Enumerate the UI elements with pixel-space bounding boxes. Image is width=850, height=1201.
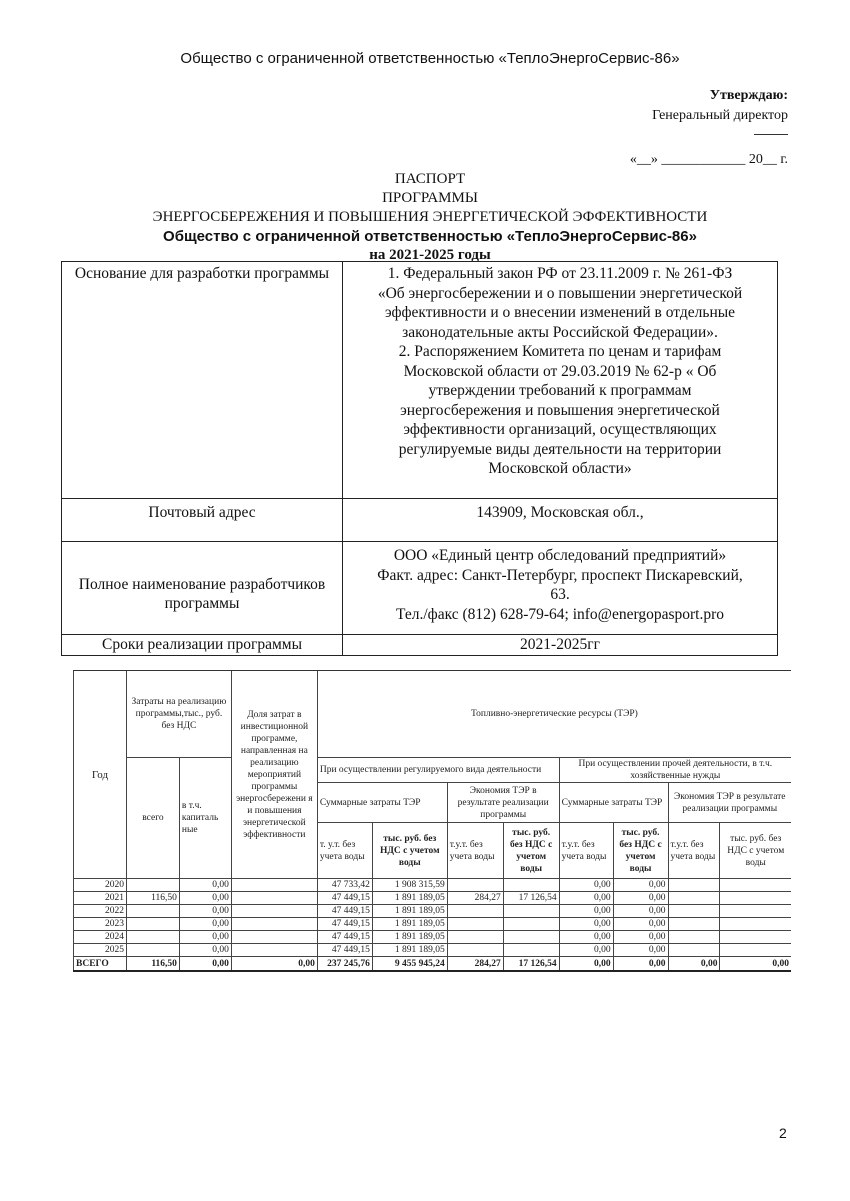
cell-tut-sav-reg	[447, 918, 503, 931]
title-energy-saving: ЭНЕРГОСБЕРЕЖЕНИЯ И ПОВЫШЕНИЯ ЭНЕРГЕТИЧЕСКОЙ ЭФФЕКТИВНОСТИ	[152, 209, 708, 225]
passport-row-address	[62, 499, 778, 542]
header-total-costs-other: Суммарные затраты ТЭР	[559, 783, 668, 823]
cell-capital: 0,00	[179, 879, 231, 892]
header-savings-other: Экономия ТЭР в результате реализации программы	[668, 783, 791, 823]
header-tut-reg: т. у.т. без учета воды	[317, 823, 372, 879]
cell-year: ВСЕГО	[74, 957, 127, 972]
cell-tut-sav-other	[668, 892, 720, 905]
cell-tut-sav-other	[668, 879, 720, 892]
passport-label: Основание для разработки программы	[62, 262, 343, 499]
cell-tut-other: 0,00	[559, 918, 613, 931]
header-costs-group: Затраты на реализацию программы,тыс., руб. без НДС	[126, 671, 231, 758]
cell-tut-reg: 47 449,15	[317, 905, 372, 918]
cell-tut-sav-other	[668, 918, 720, 931]
header-rub-sav-other: тыс. руб. без НДС с учетом воды	[720, 823, 791, 879]
cell-rub-sav-other	[720, 905, 791, 918]
value-line: ООО «Единый центр обследований предприятий»	[393, 547, 727, 564]
passport-label: Почтовый адрес	[62, 499, 343, 542]
cell-rub-other: 0,00	[613, 957, 668, 972]
cell-capital: 0,00	[179, 931, 231, 944]
table-top-border	[73, 670, 791, 671]
header-tut-sav-reg: т.у.т. без учета воды	[447, 823, 503, 879]
passport-row-period	[62, 635, 778, 656]
header-tut-sav-other: т.у.т. без учета воды	[668, 823, 720, 879]
cell-rub-reg: 1 891 189,05	[372, 944, 447, 957]
cell-total: 116,50	[126, 957, 179, 972]
cell-rub-reg: 1 891 189,05	[372, 918, 447, 931]
cell-rub-other: 0,00	[613, 931, 668, 944]
table-total-row	[74, 957, 792, 972]
cell-tut-sav-other: 0,00	[668, 957, 720, 972]
header-year: Год	[74, 671, 127, 879]
header-ter: Топливно-энергетические ресурсы (ТЭР)	[317, 671, 791, 758]
value-line: 2. Распоряжением Комитета по ценам и тарифам	[398, 343, 722, 360]
header-rub-reg: тыс. руб. без НДС с учетом воды	[372, 823, 447, 879]
value-line: Московской области»	[488, 460, 632, 477]
value-line: Тел./факс (812) 628-79-64; info@energopasport.pro	[396, 605, 724, 623]
cell-rub-other: 0,00	[613, 944, 668, 957]
value-line: «Об энергосбережении и о повышении энергетической	[377, 284, 743, 302]
cell-rub-other: 0,00	[613, 892, 668, 905]
cell-share	[231, 931, 317, 944]
cell-rub-reg: 1 891 189,05	[372, 931, 447, 944]
cell-year: 2022	[74, 905, 127, 918]
cell-total	[126, 931, 179, 944]
header-costs-total: всего	[126, 758, 179, 879]
cell-tut-sav-other	[668, 944, 720, 957]
cell-share	[231, 892, 317, 905]
cell-rub-sav-other	[720, 879, 791, 892]
cell-rub-reg: 9 455 945,24	[372, 957, 447, 972]
cell-rub-sav-other: 0,00	[720, 957, 791, 972]
title-program: ПРОГРАММЫ	[382, 190, 478, 206]
cell-total	[126, 879, 179, 892]
cell-rub-other: 0,00	[613, 879, 668, 892]
passport-row-basis	[62, 262, 778, 499]
header-share: Доля затрат в инвестиционной программе, направленная на реализацию мероприятий программы энергосбережени я и повышения энергетической эффективности	[231, 671, 317, 879]
cell-capital: 0,00	[179, 918, 231, 931]
value-line: энергосбережения и повышения энергетической	[400, 401, 720, 419]
passport-table	[61, 261, 778, 656]
cell-tut-reg: 47 449,15	[317, 918, 372, 931]
cell-rub-sav-reg	[503, 905, 559, 918]
cell-tut-reg: 47 449,15	[317, 944, 372, 957]
cell-year: 2021	[74, 892, 127, 905]
cell-rub-other: 0,00	[613, 918, 668, 931]
cell-rub-sav-reg	[503, 944, 559, 957]
cell-tut-other: 0,00	[559, 957, 613, 972]
value-line: Московской области от 29.03.2019 № 62-р « Об	[403, 362, 717, 380]
value-line: эффективности и о внесении изменений в отдельные	[384, 304, 736, 321]
cell-rub-sav-other	[720, 931, 791, 944]
cell-rub-reg: 1 891 189,05	[372, 905, 447, 918]
cell-rub-sav-reg	[503, 879, 559, 892]
header-savings-reg: Экономия ТЭР в результате реализации программы	[447, 783, 559, 823]
cell-total	[126, 918, 179, 931]
cell-rub-reg: 1 908 315,59	[372, 879, 447, 892]
cell-rub-sav-reg: 17 126,54	[503, 957, 559, 972]
passport-value	[343, 542, 778, 635]
value-line: эффективности организаций, осуществляющих	[403, 421, 717, 438]
table-row	[74, 918, 792, 931]
table-row	[74, 944, 792, 957]
cell-rub-other: 0,00	[613, 905, 668, 918]
cell-tut-sav-reg	[447, 931, 503, 944]
cell-tut-sav-reg	[447, 879, 503, 892]
approval-block	[630, 86, 788, 170]
cell-tut-reg: 237 245,76	[317, 957, 372, 972]
header-tut-other: т.у.т. без учета воды	[559, 823, 613, 879]
passport-label: Сроки реализации программы	[62, 635, 343, 656]
title-company: Общество с ограниченной ответственностью «ТеплоЭнергоСервис-86»	[163, 228, 697, 245]
header-other: При осуществлении прочей деятельности, в т.ч. хозяйственные нужды	[559, 758, 791, 783]
passport-value	[343, 635, 778, 656]
page-number: 2	[779, 1125, 787, 1141]
cell-share	[231, 918, 317, 931]
approval-date-line: «__» ____________ 20__ г.	[629, 152, 788, 167]
header-rub-other: тыс. руб. без НДС с учетом воды	[613, 823, 668, 879]
value-line: 2021-2025гг	[520, 636, 600, 653]
header-rub-sav-reg: тыс. руб. без НДС с учетом воды	[503, 823, 559, 879]
table-row	[74, 892, 792, 905]
cell-total	[126, 944, 179, 957]
cell-year: 2020	[74, 879, 127, 892]
passport-label: Полное наименование разработчиков программы	[62, 542, 343, 635]
cell-rub-sav-reg	[503, 931, 559, 944]
cell-share: 0,00	[231, 957, 317, 972]
cell-tut-reg: 47 449,15	[317, 892, 372, 905]
cell-total	[126, 905, 179, 918]
cell-tut-other: 0,00	[559, 931, 613, 944]
cell-total: 116,50	[126, 892, 179, 905]
header-total-costs-reg: Суммарные затраты ТЭР	[317, 783, 447, 823]
cell-capital: 0,00	[179, 957, 231, 972]
header-costs-capital: в т.ч. капиталь ные	[179, 758, 231, 879]
approval-position: Генеральный директор	[652, 108, 788, 123]
cell-tut-other: 0,00	[559, 892, 613, 905]
cell-rub-sav-other	[720, 918, 791, 931]
value-line: 1. Федеральный закон РФ от 23.11.2009 г. № 261-ФЗ	[387, 265, 733, 282]
cell-share	[231, 944, 317, 957]
table-row	[74, 931, 792, 944]
value-line: регулируемые виды деятельности на территории	[398, 440, 722, 458]
cell-share	[231, 905, 317, 918]
value-line: Факт. адрес: Санкт-Петербург, проспект Пискаревский,	[377, 566, 743, 584]
cell-tut-other: 0,00	[559, 879, 613, 892]
ter-table	[73, 670, 791, 972]
title-passport: ПАСПОРТ	[394, 171, 466, 187]
header-regulated: При осуществлении регулируемого вида деятельности	[317, 758, 559, 783]
cell-capital: 0,00	[179, 905, 231, 918]
cell-year: 2023	[74, 918, 127, 931]
cell-tut-other: 0,00	[559, 905, 613, 918]
cell-share	[231, 879, 317, 892]
cell-capital: 0,00	[179, 944, 231, 957]
title-period: на 2021-2025 годы	[369, 247, 491, 263]
passport-value	[343, 499, 778, 542]
value-line: законодательные акты Российской Федерации».	[402, 323, 718, 341]
approval-title: Утверждаю:	[709, 88, 788, 103]
cell-rub-sav-reg: 17 126,54	[503, 892, 559, 905]
table-row	[74, 879, 792, 892]
passport-value	[343, 262, 778, 499]
cell-tut-sav-other	[668, 905, 720, 918]
cell-rub-reg: 1 891 189,05	[372, 892, 447, 905]
cell-tut-sav-reg	[447, 905, 503, 918]
cell-capital: 0,00	[179, 892, 231, 905]
table-row	[74, 905, 792, 918]
cell-rub-sav-reg	[503, 918, 559, 931]
cell-tut-sav-reg	[447, 944, 503, 957]
cell-tut-reg: 47 449,15	[317, 931, 372, 944]
value-line: 63.	[550, 586, 570, 603]
cell-rub-sav-other	[720, 892, 791, 905]
cell-tut-sav-reg: 284,27	[447, 957, 503, 972]
cell-rub-sav-other	[720, 944, 791, 957]
cell-tut-reg: 47 733,42	[317, 879, 372, 892]
value-line: 143909, Московская обл.,	[476, 504, 644, 521]
value-line: утверждении требований к программам	[428, 382, 692, 399]
passport-row-developers	[62, 542, 778, 635]
cell-tut-sav-reg: 284,27	[447, 892, 503, 905]
cell-year: 2025	[74, 944, 127, 957]
company-header: Общество с ограниченной ответственностью «ТеплоЭнергоСервис-86»	[180, 50, 680, 67]
cell-tut-other: 0,00	[559, 944, 613, 957]
cell-year: 2024	[74, 931, 127, 944]
document-title	[0, 170, 850, 265]
signature-line	[754, 134, 788, 143]
cell-tut-sav-other	[668, 931, 720, 944]
